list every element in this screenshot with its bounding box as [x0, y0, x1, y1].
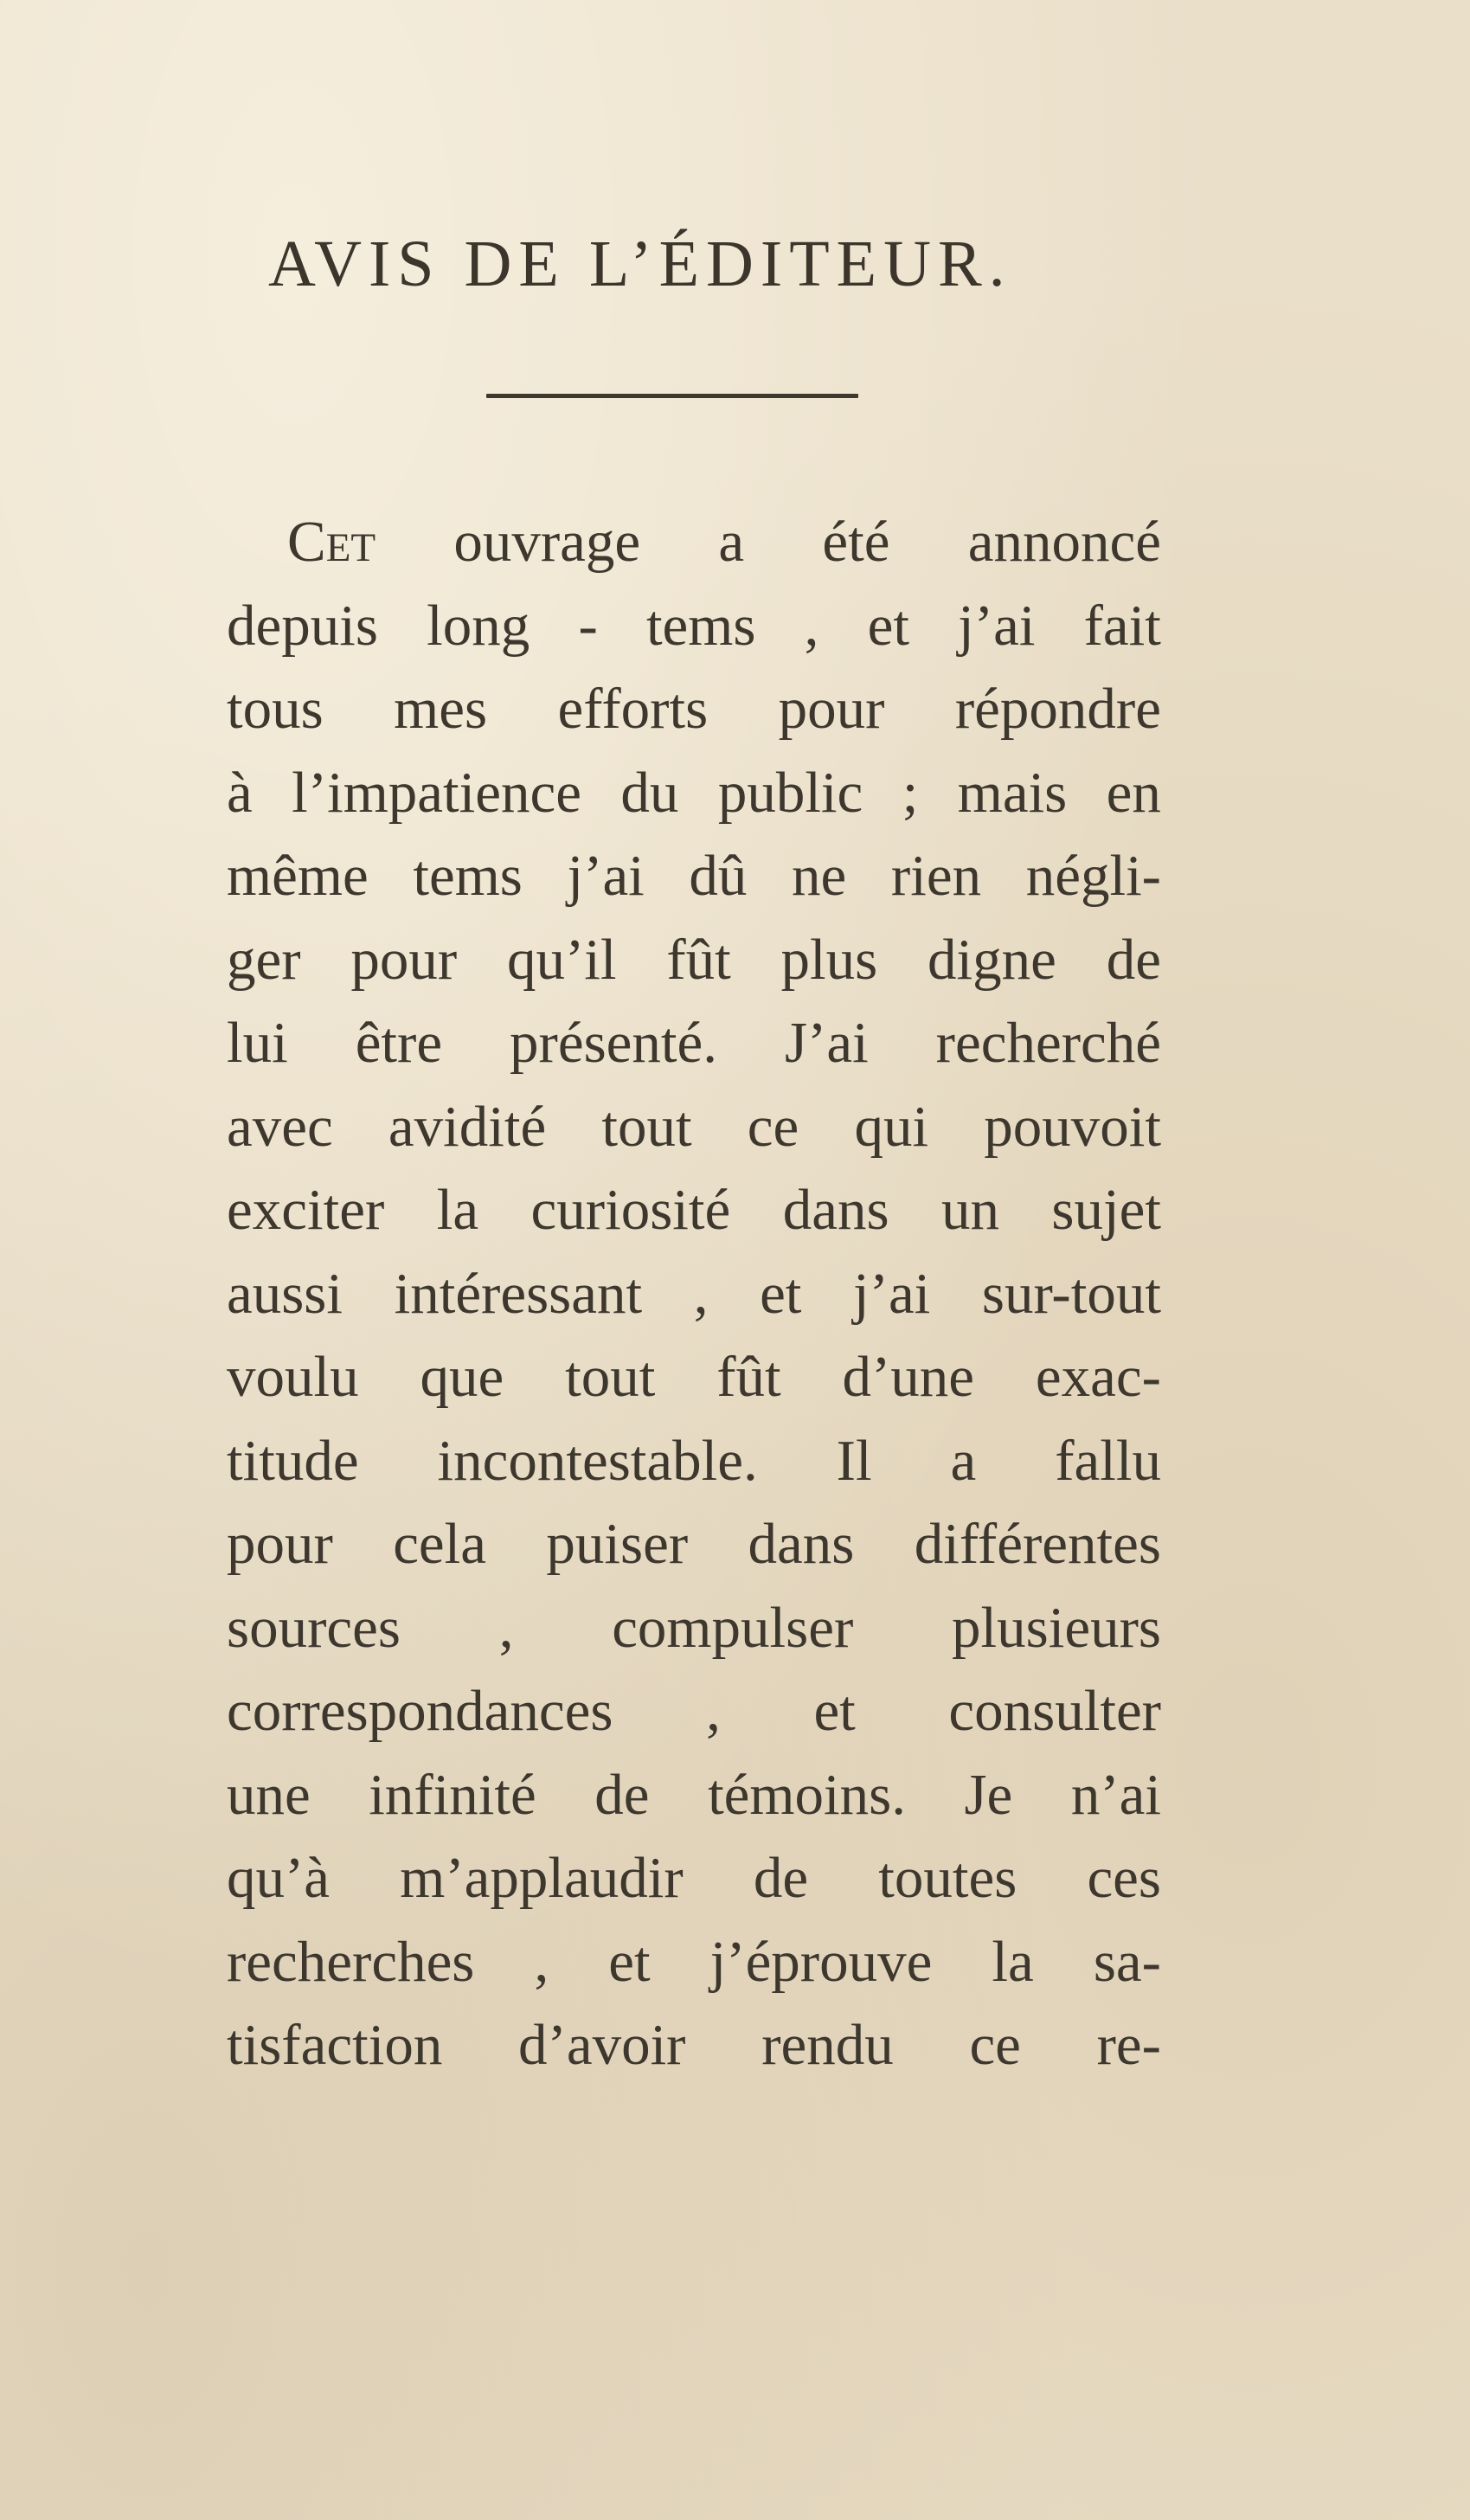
text-word: négli- — [1025, 844, 1161, 908]
text-word: incontestable. — [437, 1428, 758, 1493]
text-word: plusieurs — [952, 1595, 1161, 1660]
text-word: un — [940, 1178, 999, 1242]
text-word: et — [760, 1261, 802, 1326]
text-word: ne — [792, 844, 847, 908]
text-word: sa- — [1093, 1929, 1161, 1994]
text-word: été — [822, 510, 890, 574]
text-word: re- — [1096, 2013, 1161, 2077]
text-word: depuis — [227, 593, 378, 658]
text-word: pouvoit — [984, 1094, 1161, 1159]
text-word: aussi — [227, 1261, 343, 1326]
text-word: plus — [780, 927, 878, 992]
text-word: fût — [666, 927, 731, 992]
text-word: cela — [393, 1512, 487, 1576]
text-word: Il — [836, 1428, 872, 1493]
text-word: , — [804, 593, 819, 658]
text-word: la — [436, 1178, 479, 1242]
text-line — [227, 1920, 1161, 2004]
text-word: J’ai — [784, 1011, 869, 1075]
text-line — [227, 751, 1161, 835]
text-word: titude — [227, 1428, 359, 1493]
text-line — [227, 1586, 1161, 1670]
text-word: mais — [957, 760, 1068, 825]
text-line — [227, 1419, 1161, 1503]
text-word: de — [594, 1762, 650, 1827]
text-word: n’ai — [1070, 1762, 1161, 1827]
text-word: avec — [227, 1094, 333, 1159]
text-word: fait — [1083, 593, 1161, 658]
text-word: , — [693, 1261, 709, 1326]
text-line — [227, 834, 1161, 918]
text-word: j’ai — [853, 1261, 931, 1326]
text-word: tout — [565, 1345, 656, 1409]
text-word: m’applaudir — [400, 1846, 684, 1910]
text-line — [227, 1168, 1161, 1252]
text-word: public — [717, 760, 863, 825]
text-word: mes — [394, 677, 488, 741]
text-word: lui — [227, 1011, 288, 1075]
text-word: qu’il — [506, 927, 617, 992]
text-word: et — [608, 1929, 651, 1994]
text-word: pour — [350, 927, 458, 992]
text-word: tout — [601, 1094, 692, 1159]
text-word: rien — [890, 844, 982, 908]
text-word: ces — [1087, 1846, 1161, 1910]
text-word: - — [578, 593, 598, 658]
text-word: sources — [227, 1595, 401, 1660]
text-line — [227, 1001, 1161, 1085]
text-word: fût — [716, 1345, 781, 1409]
text-line — [227, 1836, 1161, 1920]
text-word: j’ai — [958, 593, 1036, 658]
text-word: j’éprouve — [709, 1929, 933, 1994]
text-word: ouvrage — [453, 510, 641, 574]
text-word: dû — [689, 844, 748, 908]
text-word: consulter — [948, 1679, 1161, 1743]
text-word: puiser — [546, 1512, 689, 1576]
text-word: rendu — [761, 2013, 894, 2077]
text-word: tisfaction — [227, 2013, 443, 2077]
text-word: infinité — [369, 1762, 536, 1827]
text-word: et — [813, 1679, 856, 1743]
text-word: ; — [902, 760, 919, 825]
text-line — [227, 1085, 1161, 1169]
text-line — [227, 667, 1161, 751]
text-line — [227, 500, 1161, 584]
text-word: même — [227, 844, 369, 908]
text-word: dans — [782, 1178, 889, 1242]
text-word: qu’à — [227, 1846, 331, 1910]
text-word: du — [620, 760, 679, 825]
body-paragraph — [227, 500, 1161, 2087]
text-word: témoins. — [708, 1762, 906, 1827]
text-word: j’ai — [567, 844, 645, 908]
text-line — [227, 1753, 1161, 1837]
text-word: pour — [778, 677, 885, 741]
text-word: d’avoir — [518, 2013, 686, 2077]
text-word: qui — [854, 1094, 929, 1159]
text-word: l’impatience — [292, 760, 581, 825]
text-word: de — [753, 1846, 809, 1910]
text-word: toutes — [878, 1846, 1017, 1910]
text-line — [227, 1669, 1161, 1753]
text-word: ce — [969, 2013, 1021, 2077]
text-word: dans — [748, 1512, 855, 1576]
text-word: tems — [413, 844, 523, 908]
text-word: tems — [645, 593, 756, 658]
text-word: Cet — [287, 510, 376, 574]
text-word: , — [534, 1929, 549, 1994]
text-word: et — [867, 593, 909, 658]
text-word: a — [950, 1428, 977, 1493]
text-word: présenté. — [510, 1011, 718, 1075]
text-line — [227, 584, 1161, 668]
text-word: à — [227, 760, 253, 825]
text-word: sur-tout — [981, 1261, 1161, 1326]
text-word: long — [427, 593, 530, 658]
text-word: être — [355, 1011, 443, 1075]
text-word: curiosité — [530, 1178, 731, 1242]
text-line — [227, 2003, 1161, 2087]
text-line — [227, 1502, 1161, 1586]
text-word: différentes — [914, 1512, 1161, 1576]
text-word: recherches — [227, 1929, 475, 1994]
text-word: la — [992, 1929, 1034, 1994]
text-word: correspondances — [227, 1679, 613, 1743]
text-word: , — [498, 1595, 514, 1660]
text-line — [227, 1252, 1161, 1336]
text-word: pour — [227, 1512, 333, 1576]
text-word: voulu — [227, 1345, 359, 1409]
text-line — [227, 918, 1161, 1002]
text-word: compulser — [612, 1595, 854, 1660]
text-word: efforts — [557, 677, 709, 741]
text-word: Je — [964, 1762, 1013, 1827]
text-word: exciter — [227, 1178, 385, 1242]
text-word: en — [1106, 760, 1161, 825]
text-word: fallu — [1055, 1428, 1161, 1493]
heading-rule — [486, 394, 858, 398]
text-word: avidité — [388, 1094, 547, 1159]
text-word: exac- — [1035, 1345, 1161, 1409]
text-word: a — [718, 510, 745, 574]
text-word: recherché — [935, 1011, 1161, 1075]
text-word: tous — [227, 677, 324, 741]
text-word: ger — [227, 927, 301, 992]
text-word: ce — [747, 1094, 799, 1159]
text-line — [227, 1335, 1161, 1419]
text-word: répondre — [954, 677, 1161, 741]
text-word: intéressant — [394, 1261, 643, 1326]
page-heading: AVIS DE L’ÉDITEUR. — [268, 228, 1012, 300]
text-word: sujet — [1051, 1178, 1161, 1242]
text-word: de — [1106, 927, 1161, 992]
text-word: digne — [928, 927, 1056, 992]
text-word: une — [227, 1762, 311, 1827]
text-word: que — [420, 1345, 504, 1409]
text-word: , — [706, 1679, 721, 1743]
text-word: annoncé — [967, 510, 1161, 574]
text-word: d’une — [842, 1345, 975, 1409]
